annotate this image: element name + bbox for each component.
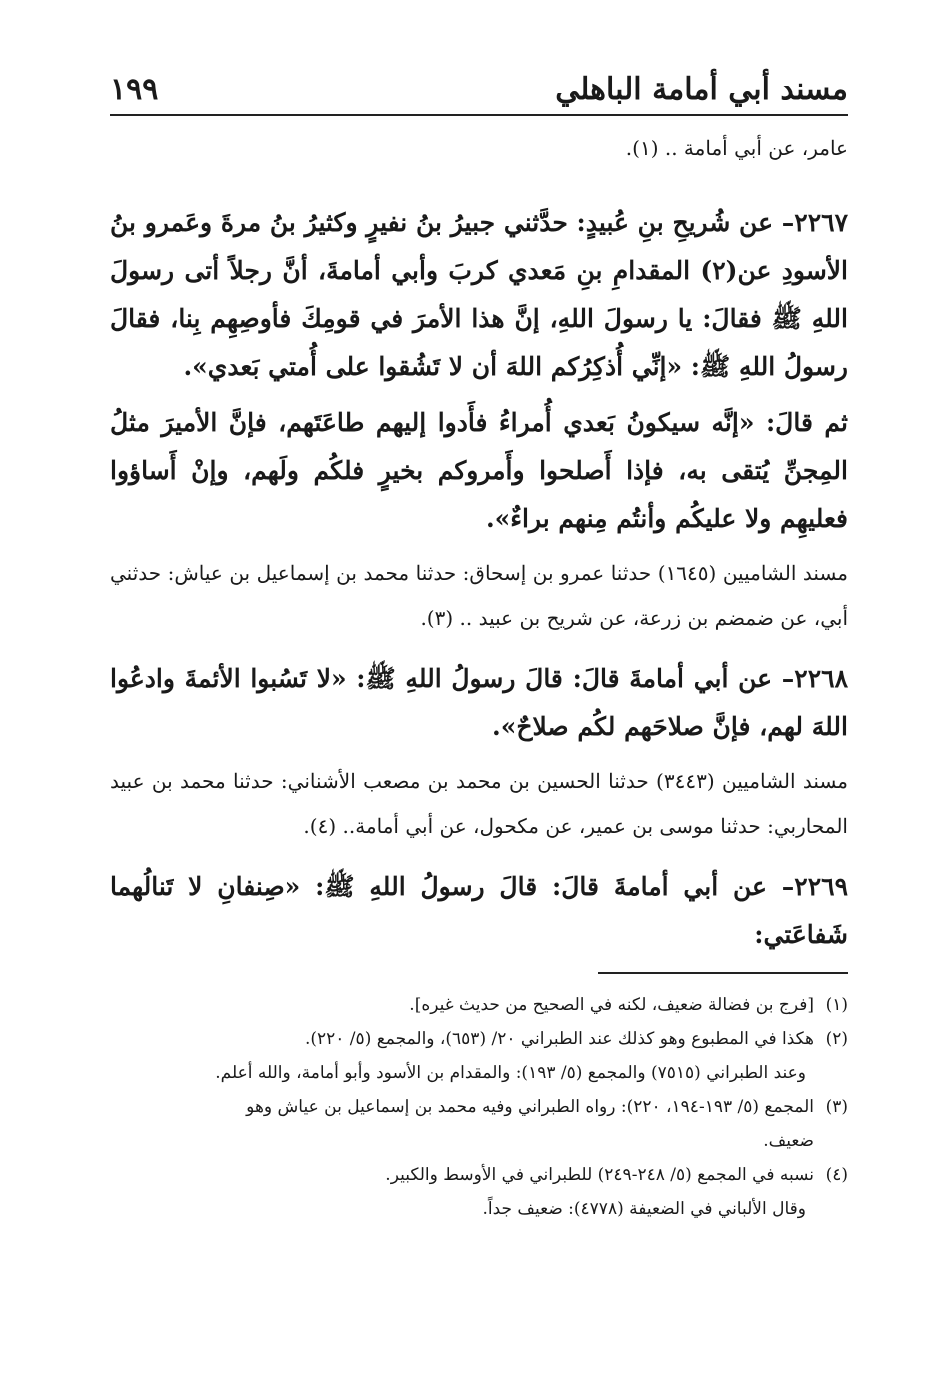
source-2268: مسند الشاميين (٣٤٤٣) حدثنا الحسين بن محمد بن مصعب الأشناني: حدثنا محمد بن عبيد المحاربي: حدثنا موسى بن عمير، عن مكحول، عن أبي أمامة.. (٤). xyxy=(110,769,848,838)
hadith-text: – عن شُريحِ بنِ عُبيدٍ: حدَّثني جبيرُ بنُ نفيرٍ وكثيرُ بنُ مرةَ وعَمرو بنُ الأسودِ عن(٢) المقدامِ بنِ مَعدي كربَ وأبي أمامةَ، أنَّ رجلاً أتى رسولَ اللهِ ﷺ فقالَ: يا رسولَ اللهِ، إنَّ هذا الأمرَ في قومِكَ فأوصِهِم بِنا، فقالَ رسولُ اللهِ ﷺ: «إنِّي أُذكِرُكم اللهَ أن لا تَشُقوا على أُمتي بَعدي». xyxy=(110,208,848,381)
footnote-3 xyxy=(110,1090,848,1124)
hadith-2267 xyxy=(110,199,848,391)
footnote-4 xyxy=(110,1158,848,1192)
footnote-text: المجمع (٥/ ١٩٣-١٩٤، ٢٢٠): رواه الطبراني وفيه محمد بن إسماعيل بن عياش وهو xyxy=(246,1097,814,1117)
hadith-2267-continued: ثم قالَ: «إنَّه سيكونُ بَعدي أُمراءُ فأَدوا إليهم طاعَتَهم، فإنَّ الأميرَ مثلُ المِجنِّ يُتقى به، فإذا أَصلحوا وأَمروكم بخيرٍ فلكُم ولَهم، وإنْ أَساؤوا فعليهِم ولا عليكُم وأنتُم مِنهم براءٌ». xyxy=(110,408,848,533)
hadith-2268 xyxy=(110,655,848,751)
footnote-mark: (٢) xyxy=(825,1029,848,1049)
header-rule xyxy=(110,114,848,116)
footnote-1 xyxy=(110,988,848,1022)
footnote-rule xyxy=(598,972,848,974)
source-2267: مسند الشاميين (١٦٤٥) حدثنا عمرو بن إسحاق: حدثنا محمد بن إسماعيل بن عياش: حدثني أبي، عن ضمضم بن زرعة، عن شريح بن عبيد .. (٣). xyxy=(110,561,848,630)
hadith-2269 xyxy=(110,863,848,959)
footnote-2-continued: وعند الطبراني (٧٥١٥) والمجمع (٥/ ١٩٣): والمقدام بن الأسود وأبو أمامة، والله أعلم. xyxy=(215,1063,806,1083)
continuation-text: عامر، عن أبي أمامة .. (١). xyxy=(625,136,848,160)
footnote-mark: (٣) xyxy=(825,1097,848,1117)
footnote-2 xyxy=(110,1022,848,1056)
running-title: مسند أبي أمامة الباهلي xyxy=(555,72,848,107)
hadith-number: ٢٢٦٩ xyxy=(794,872,848,901)
hadith-text: – عن أبي أمامةَ قالَ: قالَ رسولُ اللهِ ﷺ: «صِنفانِ لا تَنالُهما شَفاعَتي: xyxy=(110,872,848,949)
hadith-number: ٢٢٦٧ xyxy=(794,208,848,237)
page-body xyxy=(110,126,848,959)
footnote-text: [فرج بن فضالة ضعيف، لكنه في الصحيح من حديث غيره]. xyxy=(409,995,814,1015)
footnotes xyxy=(110,988,848,1226)
hadith-text: – عن أبي أمامةَ قالَ: قالَ رسولُ اللهِ ﷺ: «لا تَسُبوا الأئمةَ وادعُوا اللهَ لهم، فإنَّ صلاحَهم لكُم صلاحٌ». xyxy=(110,664,848,741)
footnote-text: نسبه في المجمع (٥/ ٢٤٨-٢٤٩) للطبراني في الأوسط والكبير. xyxy=(385,1165,814,1185)
footnote-mark: (٤) xyxy=(825,1165,848,1185)
hadith-number: ٢٢٦٨ xyxy=(794,664,848,693)
footnote-4-continued: وقال الألباني في الضعيفة (٤٧٧٨): ضعيف جداً. xyxy=(482,1199,806,1219)
page-header xyxy=(110,64,848,110)
footnote-mark: (١) xyxy=(825,995,848,1015)
footnote-text: هكذا في المطبوع وهو كذلك عند الطبراني ٢٠/ (٦٥٣)، والمجمع (٥/ ٢٢٠). xyxy=(304,1029,814,1049)
page-number: ١٩٩ xyxy=(110,72,159,107)
footnote-3-continued: ضعيف. xyxy=(763,1131,814,1151)
